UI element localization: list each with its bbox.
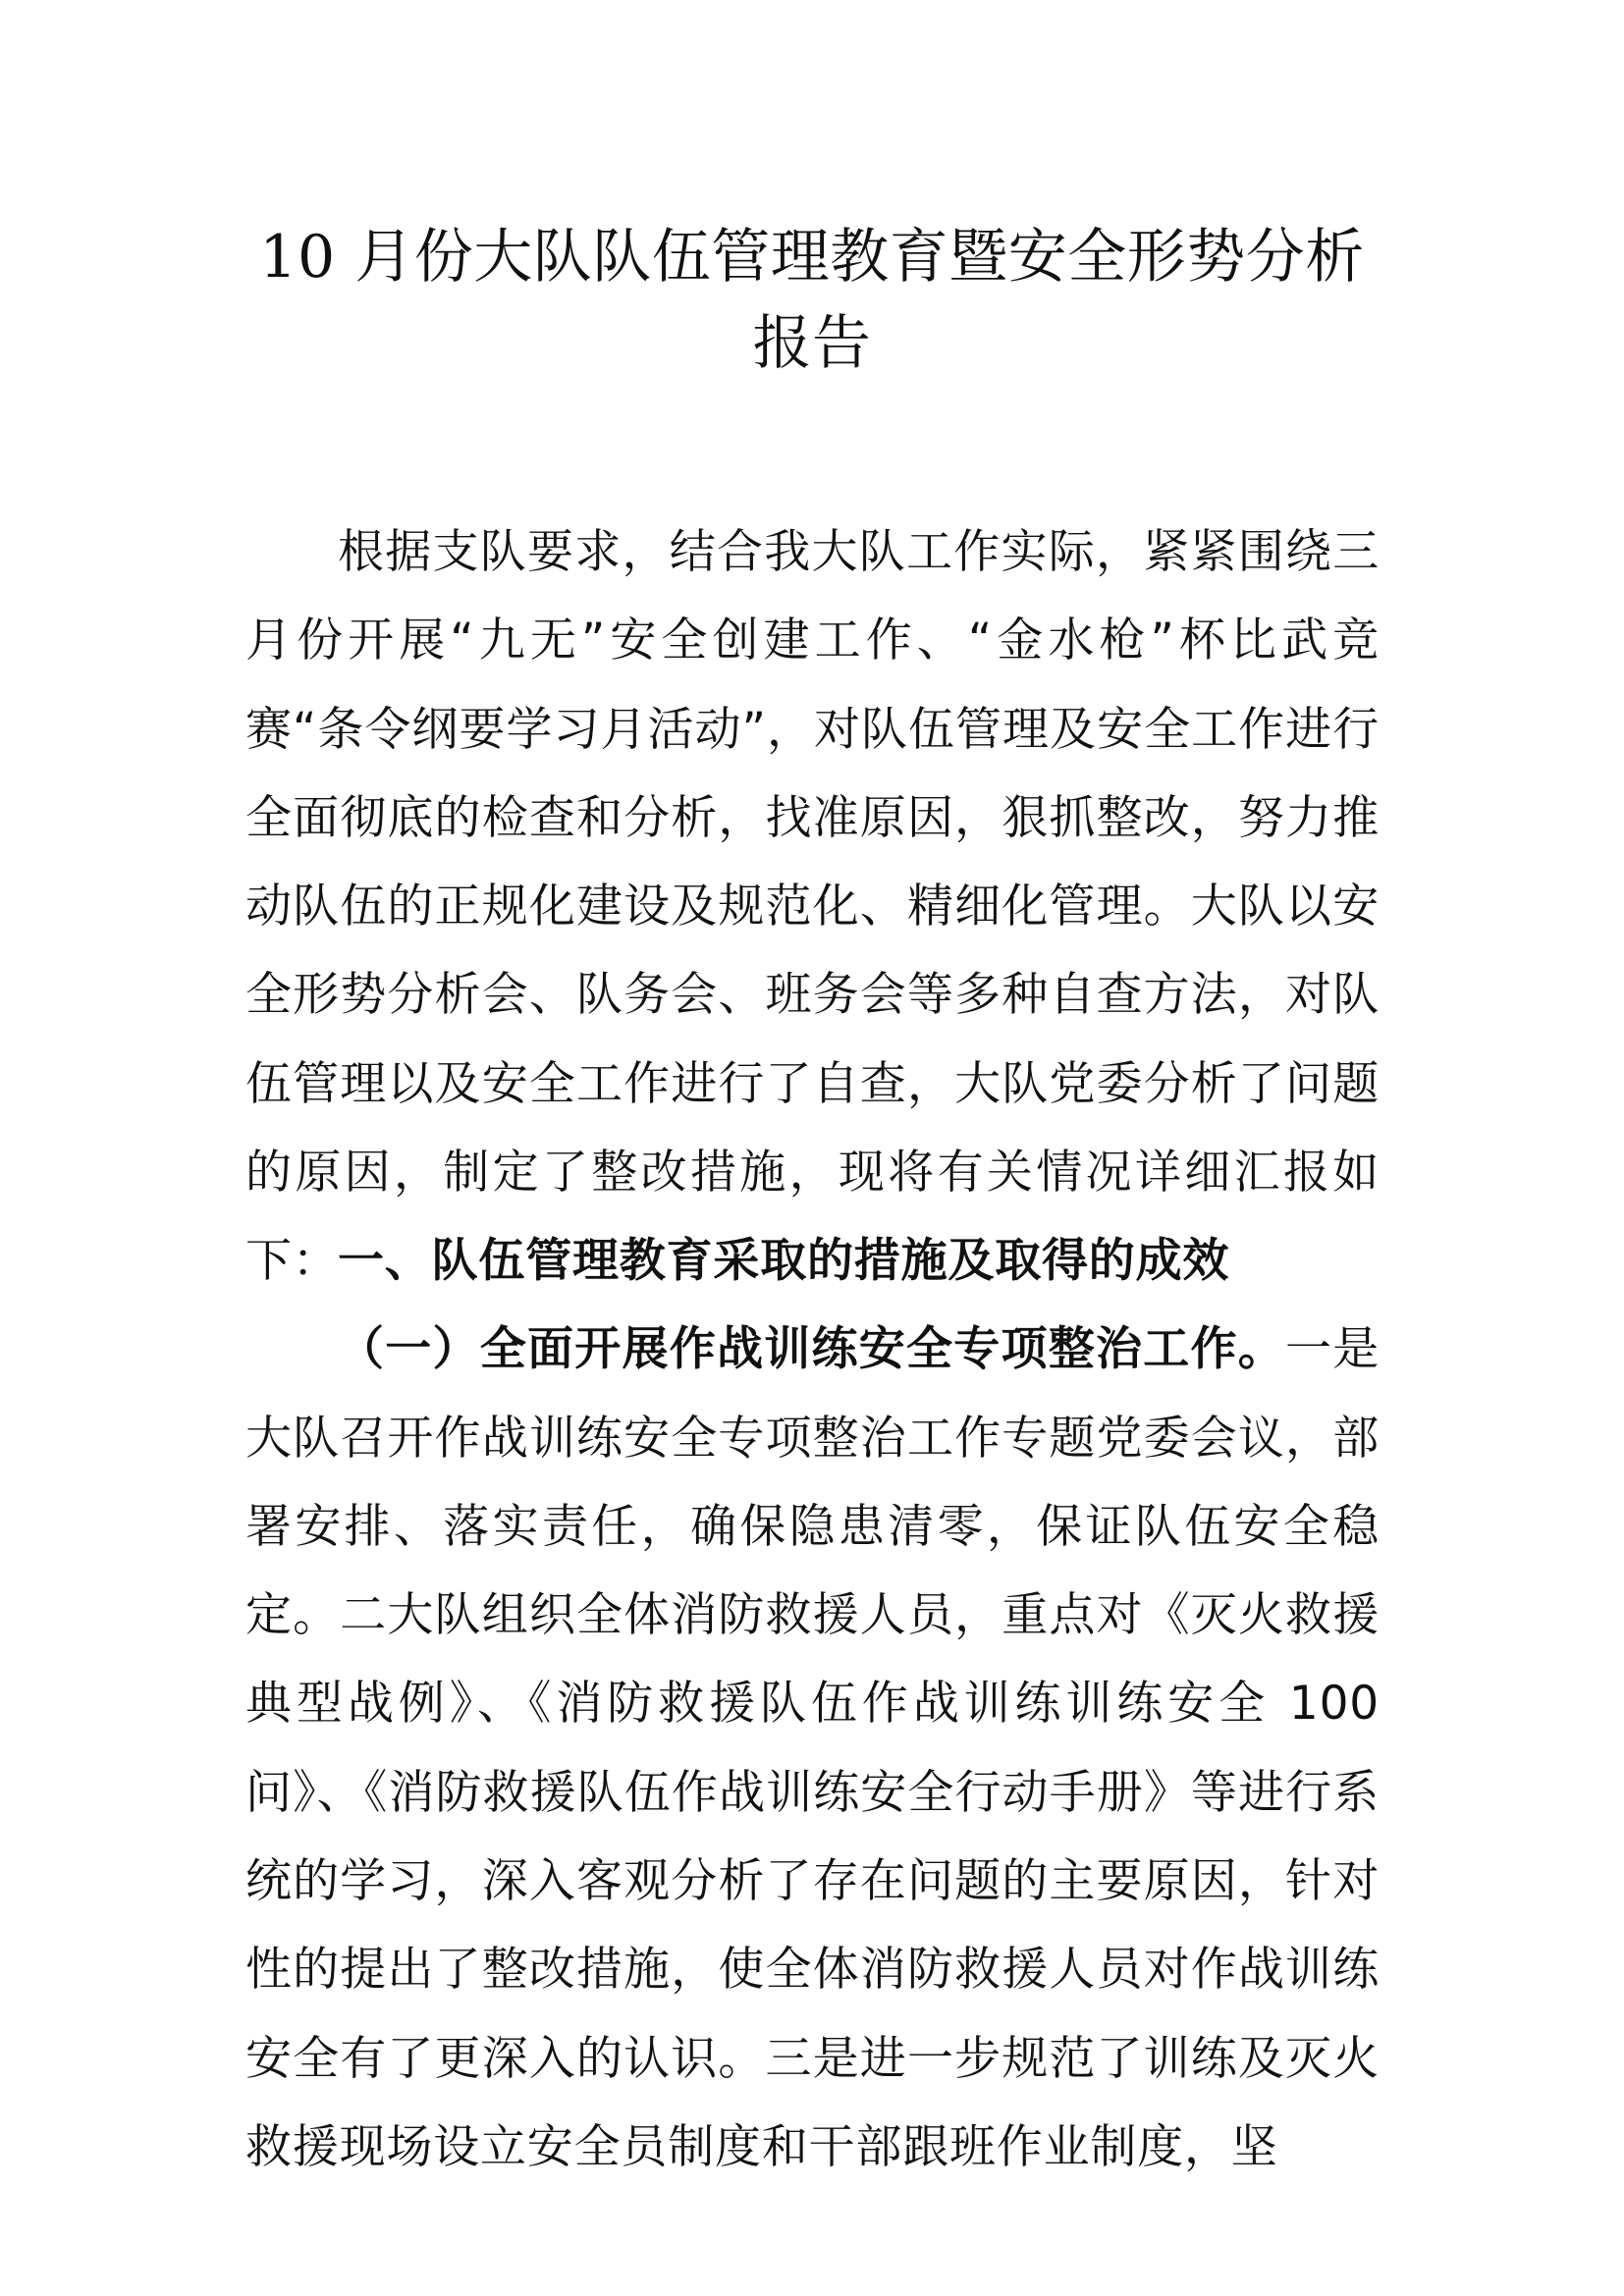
title-line-2: 报告 <box>752 309 872 378</box>
subsection-heading: （一）全面开展作战训练安全专项整治工作。 <box>338 1322 1285 1377</box>
subsection-body: 一是大队召开作战训练安全专项整治工作专题党委会议，部署安排、落实责任，确保隐患清零，保证队伍安全稳定。二大队组织全体消防救援人员，重点对《灭火救援典型战例》、《消防救援队伍作战训练训练安全 100 问》、《消防救援队伍作战训练安全行动手册》等进行系统的学习，深入客观分析了存在问题的主要原因，针对性的提出了整改措施，使全体消防救援人员对作战训练安全有了更深入的认识。三是进一步规范了训练及灭火救援现场设立安全员制度和干部跟班作业制度，坚 <box>245 1322 1380 2174</box>
intro-section <box>245 508 1380 1307</box>
section-one <box>245 1217 1380 2192</box>
title-line-1: 10 月份大队队伍管理教育暨安全形势分析 <box>259 223 1365 292</box>
subsection-paragraph <box>245 1306 1380 2192</box>
intro-paragraph: 根据支队要求，结合我大队工作实际，紧紧围绕三月份开展“九无”安全创建工作、“金水枪”杯比武竞赛“条令纲要学习月活动”，对队伍管理及安全工作进行全面彻底的检查和分析，找准原因，狠抓整改，努力推动队伍的正规化建设及规范化、精细化管理。大队以安全形势分析会、队务会、班务会等多种自查方法，对队伍管理以及安全工作进行了自查，大队党委分析了问题的原因，制定了整改措施，现将有关情况详细汇报如下： <box>245 525 1380 1289</box>
document-title <box>245 214 1379 387</box>
section-heading: 一、队伍管理教育采取的措施及取得的成效 <box>338 1234 1230 1288</box>
